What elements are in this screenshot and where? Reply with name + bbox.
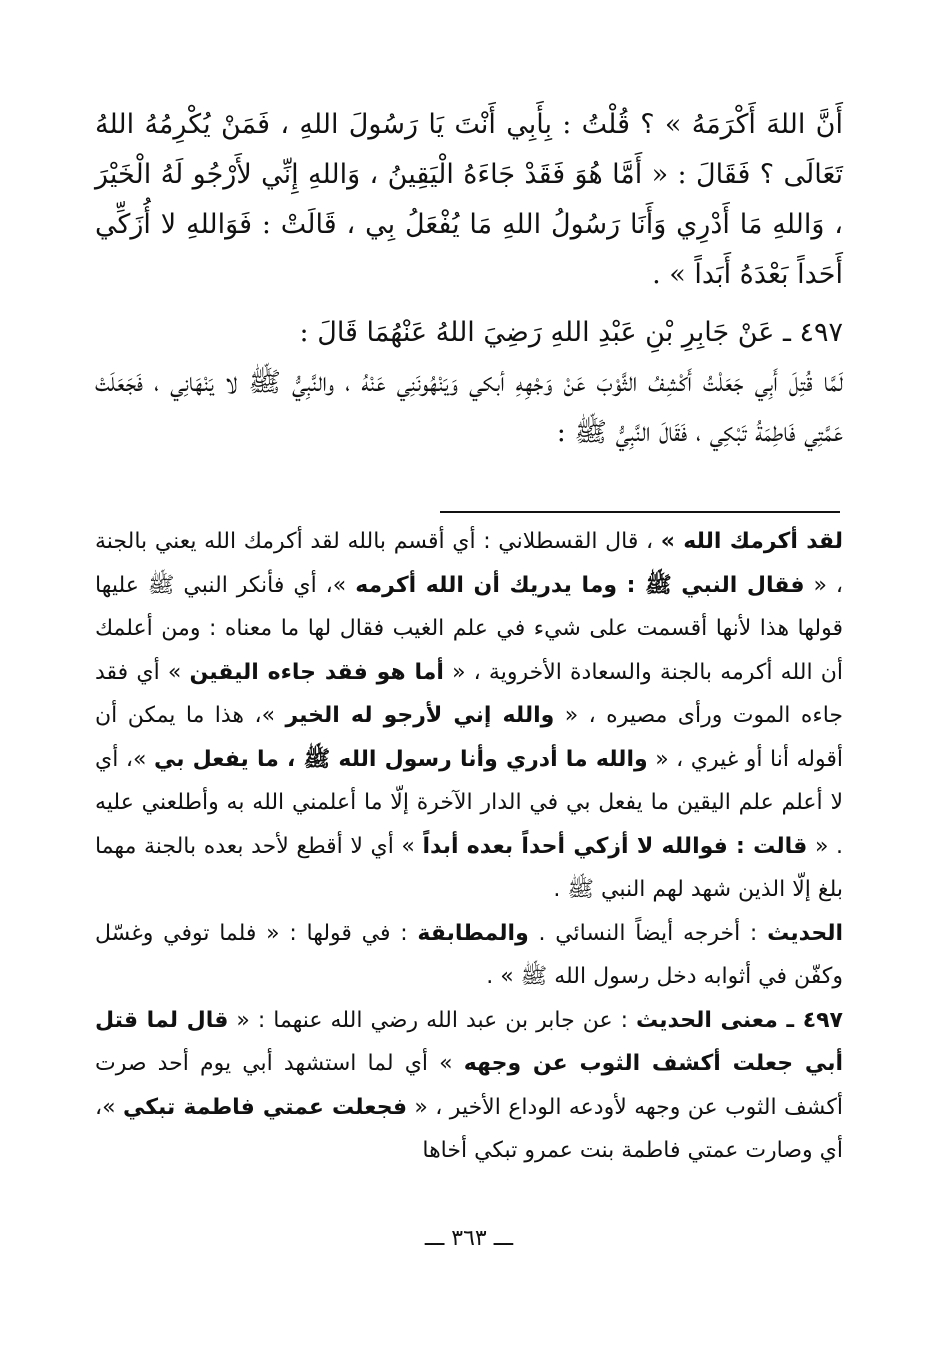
commentary-text: »، أي فأنكر النبي ﷺ عليها قولها هذا لأنها أقسمت على شيء في علم الغيب فقال لها ما معناه : ومن أعلمك أن الله أكرمه بالجنة والسعادة الأخروية ، « xyxy=(95,572,843,685)
bold-phrase: فقال النبي ﷺ : وما يدريك أن الله أكرمه xyxy=(355,572,805,598)
commentary-text: »، أي لا أعلم علم اليقين ما يفعل بي في الدار الآخرة إلّا ما أعلمني الله به وأطلعني عليه . « xyxy=(95,746,843,859)
bold-phrase: والله إني لأرجو له الخير xyxy=(285,703,555,728)
commentary-text: : في قولها : « فلما توفي وغسّل وكفّن في أثوابه دخل رسول الله ﷺ » . xyxy=(95,920,843,989)
page-number: ـــ ٣٦٣ ـــ xyxy=(424,1226,514,1251)
commentary-text: : أخرجه أيضاً النسائي . xyxy=(538,920,758,946)
commentary-text: » أي فقد جاءه الموت ورأى مصيره ، « xyxy=(95,659,843,728)
commentary-text: »، هذا ما يمكن أن أقوله أنا أو غيري ، « xyxy=(95,703,844,772)
bold-phrase: فجعلت عمتي فاطمة تبكي xyxy=(122,1094,407,1120)
commentary-text: : عن جابر بن عبد الله رضي الله عنهما : « xyxy=(236,1007,628,1033)
bold-phrase: قال لما قتل أبي جعلت أكشف الثوب عن وجهه xyxy=(95,1007,843,1076)
bold-phrase: لقد أكرمك الله » xyxy=(660,529,843,554)
commentary-section xyxy=(95,520,843,1173)
hadith-paragraph-1: أَنَّ اللهَ أَكْرَمَهُ » ؟ قُلْتُ : بِأَبِي أَنْتَ يَا رَسُولَ اللهِ ، فَمَنْ يُكْرِمُهُ اللهُ تَعَالَى ؟ فَقَالَ : « أَمَّا هُوَ فَقَدْ جَاءَهُ الْيَقِينُ ، وَاللهِ إِنِّي لأَرْجُو لَهُ الْخَيْرَ ، وَاللهِ مَا أَدْرِي وَأَنَا رَسُولُ اللهِ مَا يُفْعَلُ بِي ، قَالَتْ : فَوَاللهِ لا أُزَكِّي أَحَداً بَعْدَهُ أَبَداً » . xyxy=(95,109,843,290)
commentary-paragraph-2 xyxy=(95,912,843,999)
commentary-paragraph-3 xyxy=(95,999,843,1173)
bold-phrase: قالت : فوالله لا أزكي أحداً بعده أبداً xyxy=(422,833,808,859)
hadith-497-heading: ٤٩٧ ـ عَنْ جَابِرِ بْنِ عَبْدِ اللهِ رَضِيَ اللهُ عَنْهُمَا قَالَ : xyxy=(299,317,843,348)
bold-phrase: والمطابقة xyxy=(417,920,529,946)
commentary-text: » أي لا أقطع لأحد بعده بالجنة مهما بلغ إلّا الذين شهد لهم النبي ﷺ . xyxy=(95,833,843,902)
commentary-text: ، قال القسطلاني : أي أقسم بالله لقد أكرمك الله يعني بالجنة ، « xyxy=(95,529,844,598)
bold-phrase: والله ما أدري وأنا رسول الله ﷺ ، ما يفعل بي xyxy=(153,746,648,772)
footnote-divider xyxy=(440,511,840,513)
bold-phrase: أما هو فقد جاءه اليقين xyxy=(189,659,444,685)
hadith-paragraph-2: لَمَّا قُتِلَ أَبِي جَعَلْتُ أَكْشِفُ الثَّوْبَ عَنْ وَجْهِهِ أبكي وَيَنْهُونَنِي عَنْهُ ، والنَّبِيُّ ﷺ لا يَنْهَانِي ، فَجَعَلَتْ عَمَّتِي فَاطِمَةُ تَبْكِي ، فَقَالَ النَّبِيُّ ﷺ : xyxy=(95,367,843,448)
bold-phrase: ٤٩٧ ـ معنى الحديث xyxy=(635,1007,843,1033)
commentary-text: » أي لما استشهد أبي يوم أحد صرت أكشف الثوب عن وجهه لأودعه الوداع الأخير ، « xyxy=(95,1051,843,1120)
bold-phrase: الحديث xyxy=(767,920,843,946)
commentary-text: »، أي وصارت عمتي فاطمة بنت عمرو تبكي أخاها xyxy=(95,1094,843,1163)
hadith-text xyxy=(95,100,843,458)
commentary-paragraph-1 xyxy=(95,520,843,912)
